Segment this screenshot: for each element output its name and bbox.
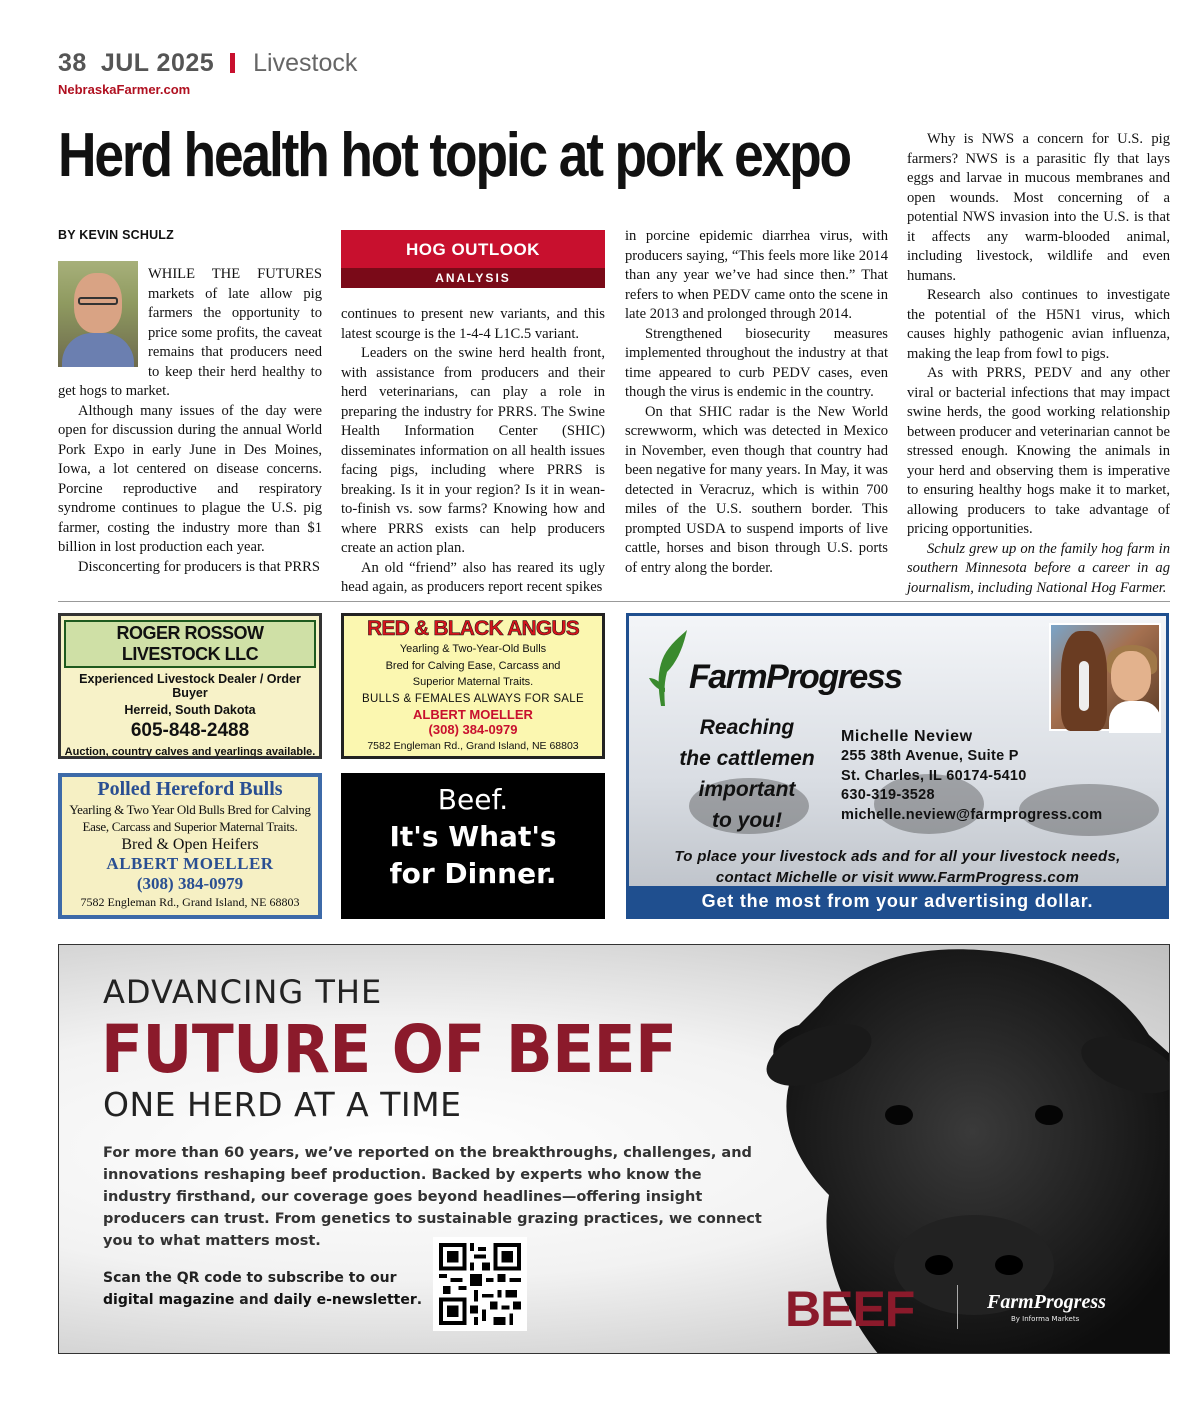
contact-address: 255 38th Avenue, Suite P: [841, 747, 1019, 764]
ad-red-black-angus[interactable]: [341, 613, 605, 759]
leaf-icon: [647, 628, 689, 708]
ad-address: 7582 Engleman Rd., Grand Island, NE 68803: [80, 895, 300, 909]
logo-text: FarmProgress: [689, 658, 902, 696]
qr-code-icon: [439, 1243, 521, 1325]
ad-farm-progress[interactable]: [626, 613, 1169, 919]
ad-line: Bred & Open Heifers: [121, 836, 259, 853]
ad-line: Experienced Livestock Dealer / Order Buyer: [79, 672, 301, 700]
ad-title: RED & BLACK ANGUS: [367, 617, 579, 640]
scan-text-bold: digital magazine: [103, 1292, 235, 1308]
paragraph: Disconcerting for producers is that PRRS: [78, 558, 320, 575]
paragraph: As with PRRS, PEDV and any other viral or bacterial infections that may impact swine herds, the good working relationship between producer and veterinarian cannot be stressed enough. Knowing the animals in your herd and observing them is imperative to ensuring healthy hogs make it to market, allowing producers to take advantage of pricing opportunities.: [907, 365, 1170, 537]
ad-line: Yearling & Two-Year-Old Bulls: [399, 643, 547, 655]
section-name: Livestock: [253, 48, 358, 77]
contact-email[interactable]: michelle.neview@farmprogress.com: [841, 807, 1103, 824]
hog-outlook-badge: [341, 230, 605, 288]
ad-footer-banner: Get the most from your advertising dollar.: [629, 886, 1166, 916]
ad-line: Beef.: [437, 783, 509, 816]
ad-call-to-action: [629, 846, 1166, 888]
badge-subtitle: ANALYSIS: [341, 268, 605, 288]
ad-location: Herreid, South Dakota: [124, 703, 256, 717]
article-headline: Herd health hot topic at pork expo: [58, 121, 850, 190]
scan-text: .: [416, 1292, 423, 1308]
header-divider: [230, 53, 235, 73]
paragraph: An old “friend” also has reared its ugly head again, as producers report recent spikes: [341, 559, 605, 595]
paragraph: Strengthened biosecurity measures implemented throughout the industry at that time appeared to curb PEDV cases, even though the virus is endemic in the country.: [625, 325, 888, 400]
ad-scan-instructions: [103, 1267, 433, 1311]
issue-date: JUL 2025: [100, 48, 215, 77]
ad-line: Yearling & Two Year Old Bulls Bred for Calving: [69, 802, 311, 817]
ad-body: For more than 60 years, we’ve reported on the breakthroughs, challenges, and innovations reshaping beef production. Backed by experts who know the industry firsthand, our coverage goes beyond headlines—offering insight producers can trust. From genetics to sustainable grazing practices, we connect you to what matters most.: [103, 1145, 762, 1249]
ad-phone: (308) 384-0979: [136, 874, 244, 893]
paragraph: Leaders on the swine herd health front, with assistance from producers and their herd veterinarians, can play a role in preparing the industry for PRRS. The Swine Health Information Center (SHIC) disseminates information on all health issues facing pigs, including where PRRS is breaking. Is it in your region? Is it in wean-to-finish vs. sow farms? Knowing how and where PRRS exists can help producers create an action plan.: [341, 345, 605, 556]
contact-phone: 630-319-3528: [841, 787, 935, 804]
byline: BY KEVIN SCHULZ: [58, 228, 174, 242]
ad-line: for Dinner.: [389, 857, 557, 890]
contact-photo: [1049, 623, 1161, 731]
badge-title: HOG OUTLOOK: [341, 230, 605, 268]
ad-headline-3: ONE HERD AT A TIME: [103, 1085, 462, 1124]
ad-line: Superior Maternal Traits.: [412, 676, 534, 688]
ad-polled-hereford[interactable]: [58, 773, 322, 919]
article-column-4: [907, 130, 1170, 598]
paragraph: WHILE THE FUTURES markets of late allow pig farmers the opportunity to price some profits, the caveat remains that producers need to keep their herd healthy to get hogs to market.: [58, 266, 322, 399]
paragraph: in porcine epidemic diarrhea virus, with producers saying, “This feels more like 2014 than any year we’ve had since then.” That refers to when PEDV came onto the scene in late 2013 and prolonged through 2014.: [625, 228, 888, 322]
paragraph: Research also continues to investigate the potential of the H5N1 virus, which causes highly pathogenic avian influenza, making the leap from fowl to pigs.: [907, 287, 1170, 362]
ad-line: BULLS & FEMALES ALWAYS FOR SALE: [362, 692, 584, 705]
cta-line: contact Michelle or visit www.FarmProgress.com: [715, 869, 1080, 886]
scan-text: and: [234, 1292, 274, 1308]
article-column-2: [341, 305, 605, 598]
cta-line: To place your livestock ads and for all your livestock needs,: [674, 848, 1121, 865]
tagline-line: Reaching: [699, 716, 795, 739]
ad-phone: (308) 384-0979: [428, 721, 518, 737]
ad-line: Auction, country calves and yearlings available.: [64, 746, 316, 758]
ad-headline-1: ADVANCING THE: [103, 973, 383, 1011]
paragraph: Why is NWS a concern for U.S. pig farmers? NWS is a parasitic fly that lays eggs and larvae in mucous membranes and open wounds. Most concerning of a potential NWS invasion into the U.S. is that it affects any warm-blooded animal, including livestock, wildlife and even humans.: [907, 131, 1170, 284]
farm-progress-logo: FarmProgress: [987, 1291, 1106, 1313]
ad-title: Polled Hereford Bulls: [97, 778, 283, 800]
ad-contact-block: [841, 727, 1102, 826]
farm-progress-sub: By Informa Markets: [1011, 1315, 1080, 1323]
ad-tagline: [647, 712, 847, 836]
farm-progress-logo: [647, 624, 947, 710]
author-note: Schulz grew up on the family hog farm in southern Minnesota before a career in ag journalism, including National Hog Farmer.: [907, 540, 1170, 596]
ad-headline-2: FUTURE OF BEEF: [101, 1011, 677, 1088]
ad-contact-name: ALBERT MOELLER: [413, 706, 533, 722]
ad-slogan: [61, 758, 319, 759]
qr-code[interactable]: [433, 1237, 527, 1331]
contact-address: St. Charles, IL 60174-5410: [841, 767, 1027, 784]
article-column-1: [58, 265, 322, 577]
scan-text-bold: daily e-newsletter: [273, 1292, 417, 1308]
ad-beef-dinner[interactable]: [341, 773, 605, 919]
contact-name: Michelle Neview: [841, 728, 973, 745]
ad-roger-rossow[interactable]: [58, 613, 322, 759]
ad-contact-name: ALBERT MOELLER: [106, 854, 274, 873]
site-url[interactable]: NebraskaFarmer.com: [58, 82, 191, 97]
logo-divider: [957, 1285, 958, 1329]
ad-line: It's What's: [389, 820, 557, 853]
paragraph: On that SHIC radar is the New World screwworm, which was detected in Mexico in November, even though that country had been negative for many years. In May, it was detected in Veracruz, which is within 700 miles of the U.S. southern border. This prompted USDA to suspend imports of live cattle, horses and bison through U.S. ports of entry along the border.: [625, 403, 888, 576]
ad-future-of-beef[interactable]: [58, 944, 1170, 1354]
paragraph: Although many issues of the day were open for discussion during the annual World Pork Expo in early June in Des Moines, Iowa, a lot centered on disease concerns. Porcine reproductive and respiratory syndrome continues to plague the U.S. pig farmer, costing the industry more than $1 billion in lost production each year.: [58, 402, 322, 555]
beef-logo: BEEF: [785, 1281, 915, 1337]
tagline-line: the cattlemen: [679, 747, 815, 770]
article-column-3: [625, 227, 888, 578]
ad-line: Ease, Carcass and Superior Maternal Traits.: [82, 819, 298, 834]
ad-title: ROGER ROSSOW LIVESTOCK LLC: [64, 620, 316, 668]
ad-address: 7582 Engleman Rd., Grand Island, NE 68803: [367, 739, 579, 752]
paragraph: continues to present new variants, and this latest scourge is the 1-4-4 L1C.5 variant.: [341, 306, 605, 342]
ad-phone: 605-848-2488: [130, 720, 250, 741]
tagline-line: important: [698, 778, 796, 801]
tagline-line: to you!: [712, 809, 782, 832]
page-number: 38: [58, 48, 87, 77]
section-rule: [58, 601, 1170, 602]
ad-line: Bred for Calving Ease, Carcass and: [385, 659, 561, 672]
photo-float-spacer: [58, 265, 148, 377]
scan-text: Scan the QR code to subscribe to our: [103, 1270, 397, 1286]
page-header: [58, 46, 357, 80]
